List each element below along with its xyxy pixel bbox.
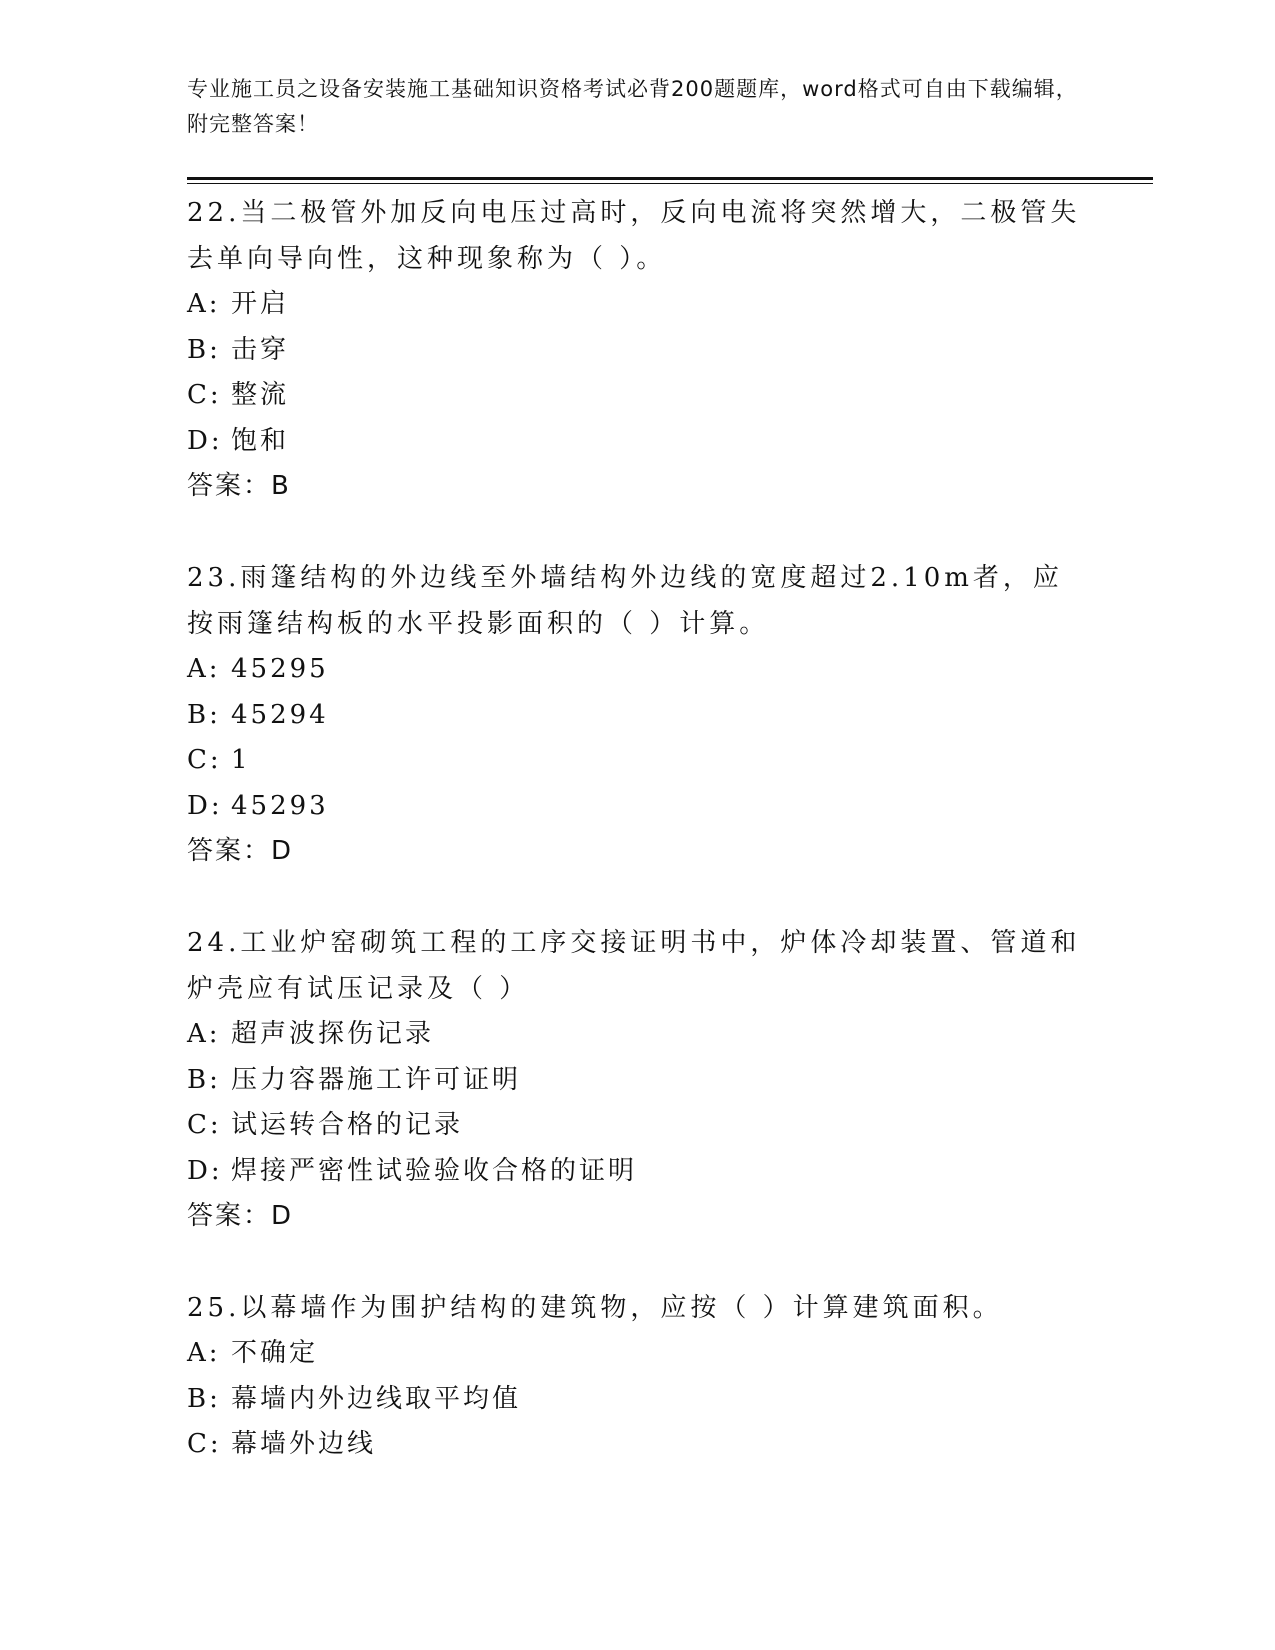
question-23 xyxy=(187,555,1087,874)
option-b xyxy=(187,1058,1087,1104)
option-text: 焊接严密性试验验收合格的证明 xyxy=(231,1155,638,1186)
header-divider-thin xyxy=(187,183,1153,184)
option-text: 整流 xyxy=(231,380,290,410)
option-a xyxy=(187,1331,1087,1377)
option-c xyxy=(187,373,1087,419)
answer-line: 答案：B xyxy=(187,471,291,501)
option-b xyxy=(187,328,1087,374)
option-letter: B: xyxy=(187,1064,221,1095)
option-text: 击穿 xyxy=(231,334,290,365)
option-letter: D: xyxy=(187,425,223,456)
option-text: 开启 xyxy=(231,289,290,319)
option-letter: D: xyxy=(187,1155,223,1186)
option-text: 压力容器施工许可证明 xyxy=(231,1064,522,1095)
answer-line: 答案：D xyxy=(187,1201,294,1231)
option-text: 幕墙外边线 xyxy=(231,1429,377,1459)
option-a xyxy=(187,1012,1087,1058)
question-22 xyxy=(187,190,1087,509)
option-text: 1 xyxy=(231,745,251,775)
option-letter: A: xyxy=(187,1019,221,1049)
answer-line: 答案：D xyxy=(187,836,294,866)
option-letter: A: xyxy=(187,289,221,319)
option-c xyxy=(187,738,1087,784)
option-c xyxy=(187,1103,1087,1149)
question-stem: 23.雨篷结构的外边线至外墙结构外边线的宽度超过2.10m者，应按雨篷结构板的水平投影面积的（ ）计算。 xyxy=(187,563,1063,639)
question-stem: 24.工业炉窑砌筑工程的工序交接证明书中，炉体冷却装置、管道和炉壳应有试压记录及（ ） xyxy=(187,928,1081,1004)
option-d xyxy=(187,419,1087,465)
option-c xyxy=(187,1422,1087,1468)
option-text: 45294 xyxy=(231,699,329,730)
option-letter: B: xyxy=(187,1383,221,1414)
option-d xyxy=(187,784,1087,830)
question-stem: 22.当二极管外加反向电压过高时，反向电流将突然增大，二极管失去单向导向性，这种现象称为（ ）。 xyxy=(187,198,1081,274)
option-letter: A: xyxy=(187,654,221,684)
option-text: 不确定 xyxy=(231,1338,319,1368)
option-b xyxy=(187,693,1087,739)
option-letter: B: xyxy=(187,334,221,365)
question-25 xyxy=(187,1285,1087,1468)
option-letter: C: xyxy=(187,1429,222,1459)
option-text: 45295 xyxy=(231,654,329,684)
option-text: 饱和 xyxy=(231,425,290,456)
option-text: 超声波探伤记录 xyxy=(231,1019,435,1049)
option-letter: B: xyxy=(187,699,221,730)
option-letter: A: xyxy=(187,1338,221,1368)
header-divider-thick xyxy=(187,177,1153,180)
option-text: 45293 xyxy=(231,790,329,821)
option-letter: D: xyxy=(187,790,223,821)
option-d xyxy=(187,1149,1087,1195)
option-a xyxy=(187,282,1087,328)
option-a xyxy=(187,647,1087,693)
question-list xyxy=(187,190,1087,1514)
option-text: 幕墙内外边线取平均值 xyxy=(231,1383,522,1414)
question-stem: 25.以幕墙作为围护结构的建筑物，应按（ ）计算建筑面积。 xyxy=(187,1293,1003,1323)
option-b xyxy=(187,1377,1087,1423)
document-header: 专业施工员之设备安装施工基础知识资格考试必背200题题库，word格式可自由下载编辑，附完整答案！ xyxy=(187,77,1078,136)
option-letter: C: xyxy=(187,1110,222,1140)
option-text: 试运转合格的记录 xyxy=(231,1110,464,1140)
question-24 xyxy=(187,920,1087,1239)
option-letter: C: xyxy=(187,745,222,775)
option-letter: C: xyxy=(187,380,222,410)
